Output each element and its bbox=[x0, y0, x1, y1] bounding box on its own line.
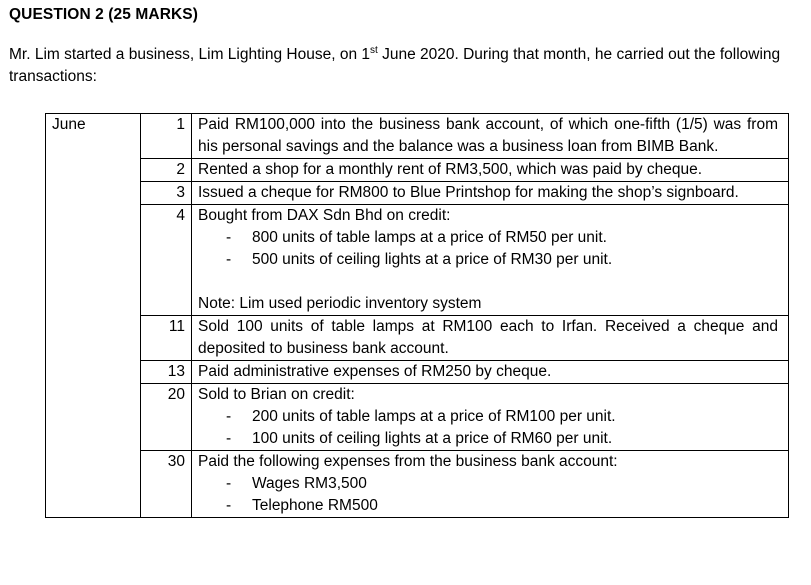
transaction-text: Sold to Brian on credit: bbox=[198, 386, 355, 403]
transaction-text: Bought from DAX Sdn Bhd on credit: bbox=[198, 207, 451, 224]
item-list bbox=[198, 406, 778, 450]
table-row bbox=[46, 182, 789, 205]
transactions-table bbox=[45, 113, 789, 518]
table-row bbox=[46, 384, 789, 451]
table-row bbox=[46, 451, 789, 518]
item-list bbox=[198, 473, 778, 517]
day-cell: 30 bbox=[141, 451, 192, 518]
description-cell bbox=[192, 384, 789, 451]
inventory-note: Note: Lim used periodic inventory system bbox=[198, 295, 482, 312]
table-row bbox=[46, 159, 789, 182]
list-item: - 200 units of table lamps at a price of RM100 per unit. bbox=[224, 406, 778, 428]
day-cell: 1 bbox=[141, 114, 192, 159]
description-cell: Paid administrative expenses of RM250 by cheque. bbox=[192, 361, 789, 384]
intro-text-before: Mr. Lim started a business, Lim Lighting House, on 1 bbox=[9, 46, 370, 63]
day-cell: 3 bbox=[141, 182, 192, 205]
list-item: - 100 units of ceiling lights at a price of RM60 per unit. bbox=[224, 428, 778, 450]
transaction-text: Paid the following expenses from the business bank account: bbox=[198, 453, 618, 470]
day-cell: 11 bbox=[141, 316, 192, 361]
day-cell: 13 bbox=[141, 361, 192, 384]
description-cell bbox=[192, 451, 789, 518]
list-item: - Telephone RM500 bbox=[224, 495, 778, 517]
table-row bbox=[46, 205, 789, 316]
day-cell: 4 bbox=[141, 205, 192, 316]
description-cell: Paid RM100,000 into the business bank account, of which one-fifth (1/5) was from his personal savings and the balance was a business loan from BIMB Bank. bbox=[192, 114, 789, 159]
item-list bbox=[198, 227, 778, 271]
table-row bbox=[46, 316, 789, 361]
table-row bbox=[46, 361, 789, 384]
description-cell: Rented a shop for a monthly rent of RM3,500, which was paid by cheque. bbox=[192, 159, 789, 182]
ordinal-suffix: st bbox=[370, 44, 378, 56]
description-cell: Issued a cheque for RM800 to Blue Printshop for making the shop’s signboard. bbox=[192, 182, 789, 205]
description-cell: Sold 100 units of table lamps at RM100 each to Irfan. Received a cheque and deposited to business bank account. bbox=[192, 316, 789, 361]
intro-text-after: June 2020. During that month, he carried out the following transactions: bbox=[9, 46, 781, 85]
month-cell: June bbox=[46, 114, 141, 518]
list-item: - Wages RM3,500 bbox=[224, 473, 778, 495]
day-cell: 2 bbox=[141, 159, 192, 182]
intro-paragraph bbox=[9, 44, 799, 88]
list-item: - 500 units of ceiling lights at a price of RM30 per unit. bbox=[224, 249, 778, 271]
day-cell: 20 bbox=[141, 384, 192, 451]
table-row bbox=[46, 114, 789, 159]
description-cell bbox=[192, 205, 789, 316]
list-item: - 800 units of table lamps at a price of RM50 per unit. bbox=[224, 227, 778, 249]
question-heading: QUESTION 2 (25 MARKS) bbox=[9, 6, 198, 23]
